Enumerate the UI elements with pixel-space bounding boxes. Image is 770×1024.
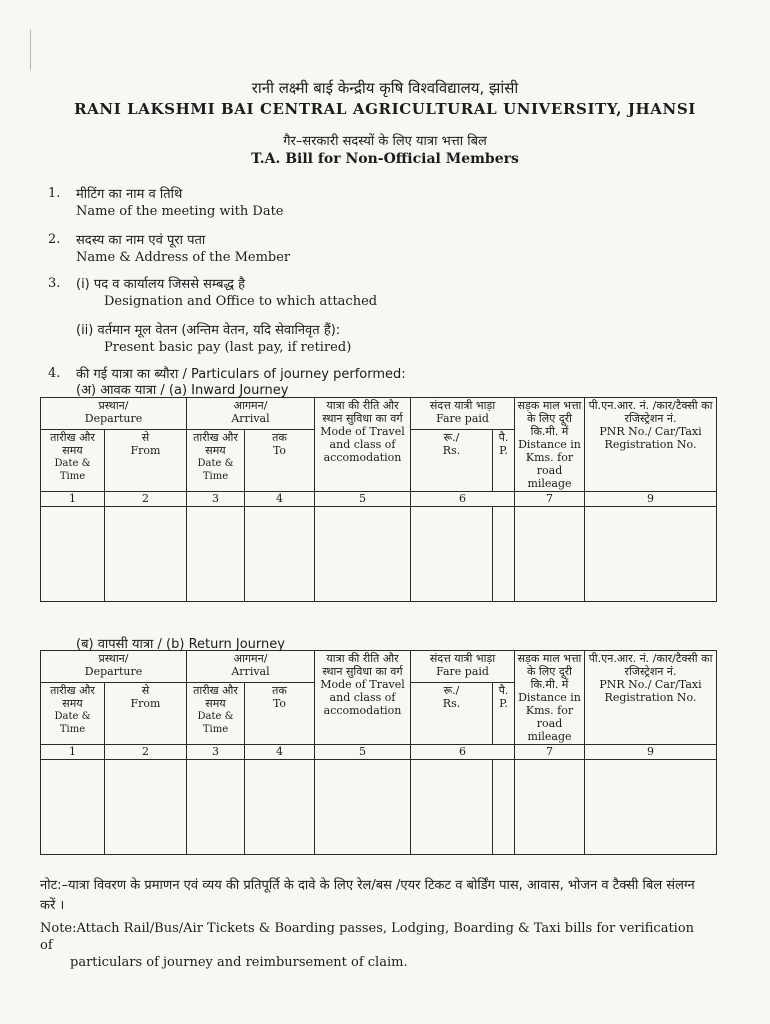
rupees-header: रू./ Rs. bbox=[411, 683, 493, 745]
mode-header: यात्रा की रीति और स्थान सुविधा का वर्ग Mode of Travel and class of accomodation bbox=[315, 398, 411, 492]
arrival-date-header: तारीख और समय Date & Time bbox=[187, 683, 245, 745]
fare-header: संदत्त यात्री भाड़ा Fare paid bbox=[411, 398, 515, 430]
departure-date-header: तारीख और समय Date & Time bbox=[41, 683, 105, 745]
pnr-header: पी.एन.आर. नं. /कार/टैक्सी का रजिस्ट्रेशन नं. PNR No./ Car/Taxi Registration No. bbox=[585, 398, 717, 492]
fare-header: संदत्त यात्री भाड़ा Fare paid bbox=[411, 651, 515, 683]
departure-header: प्रस्थान/ Departure bbox=[41, 398, 187, 430]
column-number-row: 1 2 3 4 5 6 7 9 bbox=[41, 745, 717, 760]
departure-header: प्रस्थान/ Departure bbox=[41, 651, 187, 683]
form-subtitle-english: T.A. Bill for Non-Official Members bbox=[251, 151, 519, 167]
road-distance-header: सड़क माल भत्ता के लिए दूरी कि.मी. में Distance in Kms. for road mileage bbox=[515, 398, 585, 492]
paise-header: पै. P. bbox=[493, 683, 515, 745]
arrival-header: आगमन/ Arrival bbox=[187, 398, 315, 430]
to-header: तक To bbox=[245, 683, 315, 745]
item-3i-hindi: (i) पद व कार्यालय जिससे सम्बद्ध है bbox=[76, 277, 245, 292]
item-2-hindi: सदस्य का नाम एवं पूरा पता bbox=[76, 233, 206, 248]
university-title-hindi: रानी लक्ष्मी बाई केन्द्रीय कृषि विश्वविद्यालय, झांसी bbox=[251, 79, 519, 97]
university-title-english: RANI LAKSHMI BAI CENTRAL AGRICULTURAL UNIVERSITY, JHANSI bbox=[74, 100, 696, 118]
item-3-number: 3. bbox=[48, 276, 61, 291]
arrival-date-header: तारीख और समय Date & Time bbox=[187, 430, 245, 492]
paise-header: पै. P. bbox=[493, 430, 515, 492]
note-hindi: नोट:–यात्रा विवरण के प्रमाणन एवं व्यय की प्रतिपूर्ति के दावे के लिए रेल/बस /एयर टिकट व बोर्डिंग पास, आवास, भोजन व टैक्सी बिल संलग्न करें । bbox=[40, 878, 695, 913]
arrival-header: आगमन/ Arrival bbox=[187, 651, 315, 683]
road-distance-header: सड़क माल भत्ता के लिए दूरी कि.मी. में Distance in Kms. for road mileage bbox=[515, 651, 585, 745]
item-3ii-english: Present basic pay (last pay, if retired) bbox=[104, 340, 352, 355]
item-2-number: 2. bbox=[48, 232, 61, 247]
return-entry-row[interactable] bbox=[41, 760, 717, 855]
item-1-hindi: मीटिंग का नाम व तिथि bbox=[76, 187, 183, 202]
item-3ii-hindi: (ii) वर्तमान मूल वेतन (अन्तिम वेतन, यदि सेवानिवृत हैं): bbox=[76, 323, 341, 338]
item-4-number: 4. bbox=[48, 366, 61, 381]
scan-artifact bbox=[30, 30, 41, 70]
to-header: तक To bbox=[245, 430, 315, 492]
inward-journey-label: (अ) आवक यात्रा / (a) Inward Journey bbox=[76, 383, 289, 398]
note-english bbox=[40, 920, 710, 971]
note-english-line-2: particulars of journey and reimbursement of claim. bbox=[70, 955, 408, 970]
item-1-number: 1. bbox=[48, 186, 61, 201]
from-header: से From bbox=[105, 683, 187, 745]
item-2-english: Name & Address of the Member bbox=[76, 250, 291, 265]
departure-date-header: तारीख और समय Date & Time bbox=[41, 430, 105, 492]
inward-entry-row[interactable] bbox=[41, 507, 717, 602]
mode-header: यात्रा की रीति और स्थान सुविधा का वर्ग Mode of Travel and class of accomodation bbox=[315, 651, 411, 745]
return-journey-label: (ब) वापसी यात्रा / (b) Return Journey bbox=[76, 637, 285, 652]
item-4-heading: की गई यात्रा का ब्यौरा / Particulars of journey performed: bbox=[76, 367, 406, 382]
item-1-english: Name of the meeting with Date bbox=[76, 204, 284, 219]
inward-journey-table bbox=[40, 397, 717, 602]
pnr-header: पी.एन.आर. नं. /कार/टैक्सी का रजिस्ट्रेशन नं. PNR No./ Car/Taxi Registration No. bbox=[585, 651, 717, 745]
column-number-row: 1 2 3 4 5 6 7 9 bbox=[41, 492, 717, 507]
return-journey-table bbox=[40, 650, 717, 855]
rupees-header: रू./ Rs. bbox=[411, 430, 493, 492]
item-3i-english: Designation and Office to which attached bbox=[104, 294, 378, 309]
form-subtitle-hindi: गैर–सरकारी सदस्यों के लिए यात्रा भत्ता बिल bbox=[283, 134, 487, 149]
from-header: से From bbox=[105, 430, 187, 492]
note-english-line-1: Note:Attach Rail/Bus/Air Tickets & Boarding passes, Lodging, Boarding & Taxi bills for verification of bbox=[40, 921, 695, 953]
